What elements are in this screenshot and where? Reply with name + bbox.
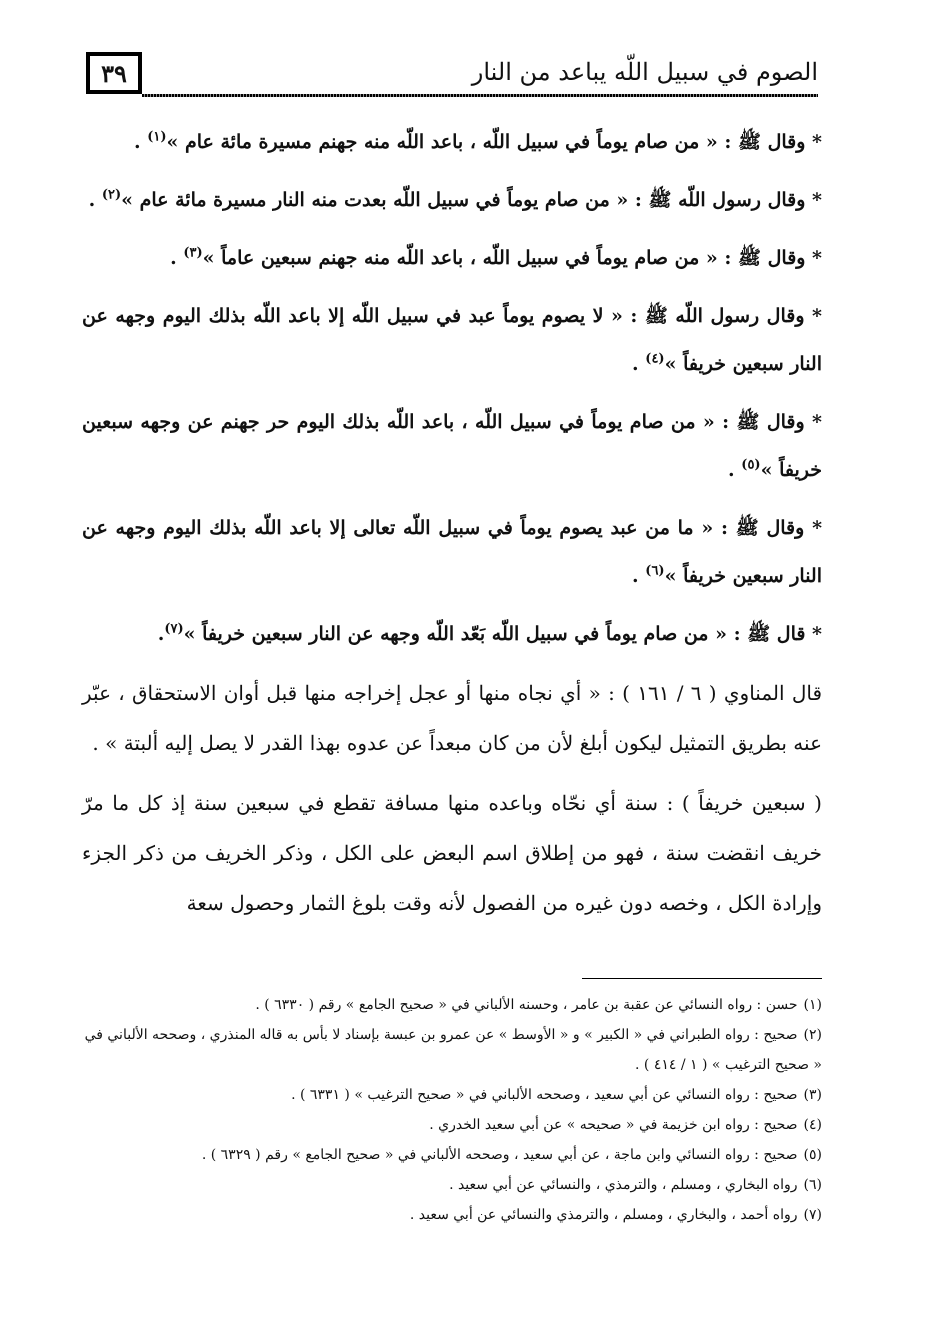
- footnote-number: (٦): [803, 1177, 822, 1193]
- footnotes: [82, 990, 822, 1230]
- footnote-text: رواه أحمد ، والبخاري ، ومسلم ، والترمذي والنسائي عن أبي سعيد .: [409, 1207, 798, 1223]
- footnote: [82, 1020, 822, 1080]
- hadith-text: * وقال ﷺ : « من صام يوماً في سبيل اللّه ، باعد اللّه منه جهنم سبعين عاماً »: [202, 247, 822, 269]
- footnote-ref: (٥): [741, 457, 761, 473]
- footnote-text: صحيح : رواه الطبراني في « الكبير » و « الأوسط » عن عمرو بن عبسة بإسناد لا بأس به قاله المنذري ، وصححه الألباني في « صحيح الترغيب » ( ١ / ٤١٤ ) .: [84, 1027, 822, 1073]
- footnote-ref: (٤): [645, 351, 665, 367]
- main-text: [82, 118, 822, 938]
- page-header: [86, 44, 818, 100]
- hadith-end: .: [157, 623, 165, 645]
- hadith-paragraph: [82, 292, 822, 388]
- hadith-end: .: [632, 565, 646, 587]
- footnote-ref: (٦): [645, 563, 665, 579]
- footnote-text: صحيح : رواه ابن خزيمة في « صحيحه » عن أبي سعيد الخدري .: [429, 1117, 798, 1133]
- hadith-text: * وقال رسول اللّه ﷺ : « من صام يوماً في سبيل اللّه بعدت منه النار مسيرة مائة عام »: [121, 189, 822, 211]
- footnote-text: صحيح : رواه النسائي وابن ماجة ، عن أبي سعيد ، وصححه الألباني في « صحيح الجامع » رقم ( ٦٣٢٩ ) .: [201, 1147, 798, 1163]
- hadith-end: .: [133, 131, 148, 153]
- hadith-end: .: [170, 247, 184, 269]
- hadith-text: * وقال رسول اللّه ﷺ : « لا يصوم يوماً عبد في سبيل اللّه إلا باعد اللّه بذلك اليوم وجهه عن النار سبعين خريفاً »: [82, 305, 822, 375]
- hadith-paragraph: [82, 176, 822, 224]
- hadith-text: * وقال ﷺ : « من صام يوماً في سبيل اللّه ، باعد اللّه منه جهنم مسيرة مائة عام »: [166, 131, 822, 153]
- footnote-number: (٧): [803, 1207, 822, 1223]
- footnote-ref: (٣): [183, 245, 203, 261]
- footnote-number: (٣): [803, 1087, 822, 1103]
- footnote: [82, 990, 822, 1020]
- hadith-end: .: [632, 353, 646, 375]
- running-title: الصوم في سبيل اللّه يباعد من النار: [471, 58, 818, 86]
- footnote-number: (٥): [803, 1147, 822, 1163]
- footnote-ref: (١): [147, 129, 167, 145]
- commentary-paragraph: قال المناوي ( ٦ / ١٦١ ) : « أي نجاه منها أو عجل إخراجه منها قبل أوان الاستحقاق ، عبّر عنه بطريق التمثيل ليكون أبلغ لأن من كان مبعداً عن عدوه بهذا القدر لا يصل إليه ألبتة » .: [82, 681, 822, 755]
- hadith-text: * قال ﷺ : « من صام يوماً في سبيل اللّه بَعّد اللّه وجهه عن النار سبعين خريفاً »: [183, 623, 822, 645]
- footnote: [82, 1200, 822, 1230]
- hadith-text: * وقال ﷺ : « من صام يوماً في سبيل اللّه ، باعد اللّه بذلك اليوم حر جهنم عن وجهه سبعين خريفاً »: [82, 411, 822, 481]
- footnote-ref: (٧): [164, 621, 184, 637]
- hadith-paragraph: [82, 234, 822, 282]
- hadith-text: * وقال ﷺ : « ما من عبد يصوم يوماً في سبيل اللّه تعالى إلا باعد اللّه بذلك اليوم وجهه عن النار سبعين خريفاً »: [82, 517, 823, 587]
- footnote-number: (٤): [803, 1117, 822, 1133]
- footnote-text: رواه البخاري ، ومسلم ، والترمذي ، والنسائي عن أبي سعيد .: [449, 1177, 798, 1193]
- footnote-text: صحيح : رواه النسائي عن أبي سعيد ، وصححه الألباني في « صحيح الترغيب » ( ٦٣٣١ ) .: [291, 1087, 798, 1103]
- footnote-ref: (٢): [101, 187, 122, 203]
- hadith-paragraph: [82, 398, 822, 494]
- hadith-paragraph: [82, 504, 822, 600]
- footnote: [82, 1080, 822, 1110]
- footnote-number: (١): [803, 997, 822, 1013]
- hadith-end: .: [728, 459, 742, 481]
- footnote-rule: [582, 978, 822, 979]
- footnote: [82, 1170, 822, 1200]
- hadith-paragraph: [82, 610, 822, 658]
- hadith-paragraph: [82, 118, 822, 166]
- hadith-end: .: [88, 189, 102, 211]
- commentary-paragraph: ( سبعين خريفاً ) : سنة أي نحّاه وباعده منها مسافة تقطع في سبعين سنة إذ كل ما مرّ خريف انقضت سنة ، فهو من إطلاق اسم البعض على الكل ، وذكر الخريف من ذكر الجزء وإرادة الكل ، وخصه دون غيره من الفصول لأنه وقت بلوغ الثمار وحصول سعة: [82, 791, 822, 915]
- page-number: ٣٩: [86, 52, 142, 94]
- header-rule: [142, 94, 818, 97]
- footnote: [82, 1140, 822, 1170]
- footnote-number: (٢): [803, 1027, 822, 1043]
- footnote: [82, 1110, 822, 1140]
- footnote-text: حسن : رواه النسائي عن عقبة بن عامر ، وحسنه الألباني في « صحيح الجامع » رقم ( ٦٣٣٠ ) .: [255, 997, 798, 1013]
